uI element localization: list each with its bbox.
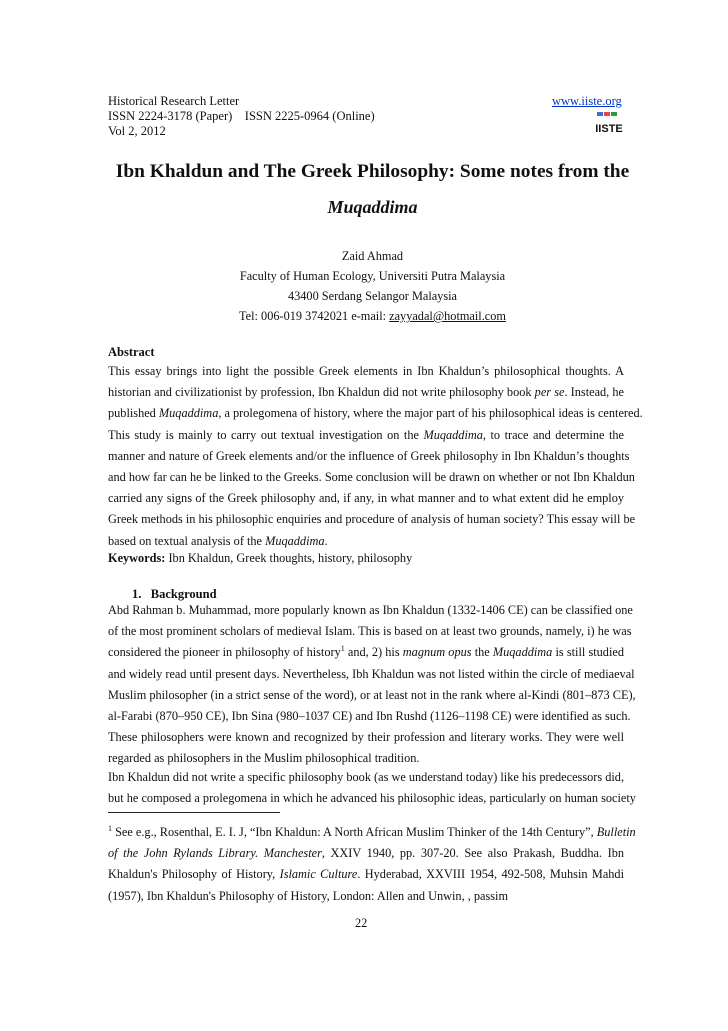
journal-name: Historical Research Letter bbox=[108, 94, 240, 108]
paper-title-line2: Muqaddima bbox=[327, 197, 418, 217]
footnote-line: of the John Rylands Library. Manchester, XXIV 1940, pp. 307-20. See also Prakash, Buddha. Ibn bbox=[108, 846, 624, 861]
page-number: 22 bbox=[355, 916, 368, 930]
logo-text: IISTE bbox=[595, 123, 623, 135]
abstract-line: based on textual analysis of the Muqaddima. bbox=[108, 533, 328, 548]
journal-issn: ISSN 2224-3178 (Paper) ISSN 2225-0964 (Online) bbox=[108, 109, 375, 123]
abstract-line: published Muqaddima, a prolegomena of history, where the major part of his philosophical ideas is centered. bbox=[108, 406, 643, 421]
keywords bbox=[108, 551, 412, 566]
background-paragraph-2-line: but he composed a prolegomena in which he advanced his philosophic ideas, particularly on human society bbox=[108, 791, 636, 806]
background-paragraph-1-line: These philosophers were known and recognized by their profession and literary works. They were well bbox=[108, 730, 624, 745]
footnote-line: $^1$ See e.g., Rosenthal, E. I. J, “Ibn Khaldun: A North African Muslim Thinker of the 14th Century”, Bulletin bbox=[108, 823, 636, 839]
abstract-line: historian and civilizationist by profession, Ibn Khaldun did not write philosophy book per se. Instead, he bbox=[108, 385, 624, 400]
background-paragraph-1-line: regarded as philosophers in the Muslim philosophical tradition. bbox=[108, 751, 420, 766]
footnote bbox=[108, 822, 636, 907]
abstract-line: manner and nature of Greek elements and/or the influence of Greek philosophy in Ibn Khaldun’s thoughts bbox=[108, 448, 630, 463]
journal-header bbox=[108, 94, 375, 139]
author-name: Zaid Ahmad bbox=[341, 249, 404, 263]
footnote-line: (1957), Ibn Khaldun's Philosophy of History, London: Allen and Unwin, , passim bbox=[108, 888, 509, 903]
abstract-line: carried any signs of the Greek philosophy and, if any, in what manner and to what extent did he employ bbox=[108, 491, 624, 506]
background-paragraph-1-line: of the most prominent scholars of medieval Islam. This is based on at least two grounds, namely, i) he was bbox=[108, 624, 632, 639]
background-paragraph-1-line: Abd Rahman b. Muhammad, more popularly known as Ibn Khaldun (1332-1406 CE) can be classified one bbox=[108, 603, 633, 617]
author-email-link[interactable]: zayyadal@hotmail.com bbox=[389, 309, 506, 323]
background-paragraph-1-line: and widely read until present days. Nevertheless, Ibh Khaldun was not listed within the circle of mediaeval bbox=[108, 666, 635, 681]
author-affiliation: Faculty of Human Ecology, Universiti Putra Malaysia bbox=[239, 269, 506, 283]
background-paragraph-1-line: al-Farabi (870–950 CE), Ibn Sina (980–1037 CE) and Ibn Rushd (1126–1198 CE) were identified as such. bbox=[108, 708, 631, 723]
journal-url-link[interactable]: www.iiste.org bbox=[552, 94, 622, 108]
keywords-text: Ibn Khaldun, Greek thoughts, history, philosophy bbox=[165, 551, 413, 565]
author-block bbox=[100, 246, 645, 326]
background-paragraph-1 bbox=[108, 600, 636, 770]
abstract-line: Greek methods in his philosophic enquiries and procedure of analysis of human society? This essay will be bbox=[108, 512, 636, 527]
journal-volume: Vol 2, 2012 bbox=[108, 124, 166, 138]
paper-title: Ibn Khaldun and The Greek Philosophy: Some notes from the bbox=[115, 161, 630, 182]
footnote-line: Khaldun's Philosophy of History, Islamic Culture. Hyderabad, XXVIII 1954, 492-508, Muhsin Mahdi bbox=[108, 867, 624, 882]
abstract-line: and how far can he be linked to the Greeks. Some conclusion will be drawn on whether or not Ibn Khaldun bbox=[108, 469, 635, 484]
background-paragraph-1-line: considered the pioneer in philosophy of history$^1$ and, 2) his magnum opus the Muqaddima is still studied bbox=[108, 644, 624, 660]
abstract-body bbox=[108, 361, 643, 552]
background-paragraph-2-line: Ibn Khaldun did not write a specific philosophy book (as we understand today) like his predecessors did, bbox=[108, 770, 625, 784]
footnote-divider bbox=[108, 812, 280, 813]
abstract-line: This study is mainly to carry out textual investigation on the Muqaddima, to trace and determine the bbox=[108, 427, 624, 442]
background-paragraph-1-line: Muslim philosopher (in a strict sense of the word), or at least not in the rank where al-Kindi (801–873 CE), bbox=[108, 687, 636, 702]
author-contact bbox=[100, 306, 645, 326]
keywords-label: Keywords: bbox=[108, 551, 166, 565]
iiste-logo bbox=[596, 111, 622, 135]
section-number: 1. bbox=[132, 587, 142, 601]
background-paragraph-2 bbox=[108, 767, 636, 809]
contact-phone: Tel: 006-019 3742021 e-mail: bbox=[239, 309, 390, 323]
abstract-heading: Abstract bbox=[108, 345, 155, 359]
abstract-line: This essay brings into light the possible Greek elements in Ibn Khaldun’s philosophical thoughts. A bbox=[108, 364, 624, 378]
section-title: Background bbox=[150, 587, 217, 601]
author-address: 43400 Serdang Selangor Malaysia bbox=[287, 289, 458, 303]
